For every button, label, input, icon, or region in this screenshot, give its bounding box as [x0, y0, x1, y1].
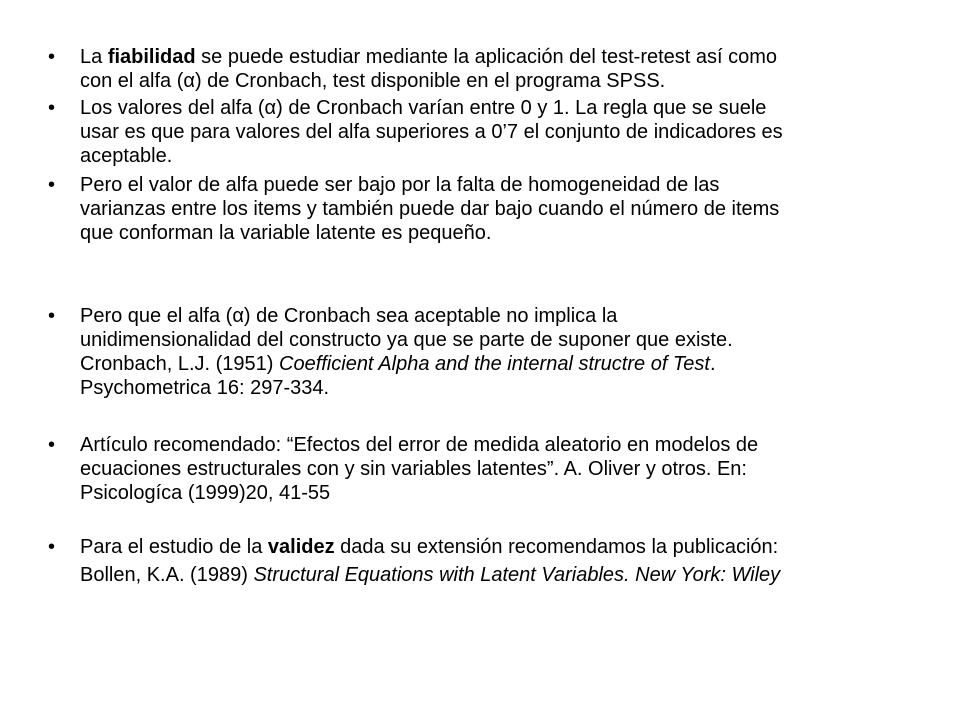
bullet-text [80, 45, 928, 93]
bullet-line: Pero que el alfa (α) de Cronbach sea aceptable no implica la [80, 305, 618, 327]
bullet-text [80, 304, 928, 400]
bullet-dot: • [48, 174, 56, 196]
text-run: . [710, 353, 716, 375]
italic-title: Structural Equations with Latent Variables. New York: Wiley [253, 564, 781, 586]
bullet-item-alpha-values [48, 96, 928, 168]
text-run: se puede estudiar mediante la aplicación del test-retest así como [195, 46, 778, 68]
bullet-line [80, 45, 928, 69]
text-run: La [80, 46, 108, 68]
bullet-text [80, 535, 928, 587]
bullet-text [80, 96, 928, 168]
bullet-item-unidimensionality [48, 304, 928, 400]
bullet-line: varianzas entre los items y también puede dar bajo cuando el número de items [80, 198, 780, 220]
bullet-item-low-alpha [48, 173, 928, 245]
bold-term: validez [267, 536, 335, 558]
bullet-line: Los valores del alfa (α) de Cronbach varían entre 0 y 1. La regla que se suele [80, 97, 767, 119]
italic-title: Coefficient Alpha and the internal structre of Test [279, 353, 710, 375]
text-run: Bollen, K.A. (1989) [80, 564, 254, 586]
bold-term: fiabilidad [107, 46, 196, 68]
bullet-line: Psychometrica 16: 297-334. [80, 377, 330, 399]
bullet-text [80, 173, 928, 245]
text-run: dada su extensión recomendamos la publicación: [334, 536, 779, 558]
bullet-line: que conforman la variable latente es pequeño. [80, 222, 492, 244]
bullet-text [80, 433, 928, 505]
bullet-item-recommended-article [48, 433, 928, 505]
text-run: Cronbach, L.J. (1951) [80, 353, 279, 375]
bullet-item-validity [48, 535, 928, 587]
bullet-line: usar es que para valores del alfa superiores a 0’7 el conjunto de indicadores es [80, 121, 783, 143]
bullet-dot: • [48, 46, 56, 68]
bullet-dot: • [48, 434, 56, 456]
bullet-item-reliability [48, 45, 928, 93]
bullet-line: aceptable. [80, 145, 173, 167]
bullet-line [80, 563, 928, 587]
bullet-line: ecuaciones estructurales con y sin variables latentes”. A. Oliver y otros. En: [80, 458, 747, 480]
bullet-line: Psicologíca (1999)20, 41-55 [80, 482, 331, 504]
bullet-dot: • [48, 305, 56, 327]
bullet-line: Artículo recomendado: “Efectos del error de medida aleatorio en modelos de [80, 434, 759, 456]
bullet-line [80, 352, 928, 376]
bullet-dot: • [48, 536, 56, 558]
text-run: Para el estudio de la [80, 536, 268, 558]
bullet-line: unidimensionalidad del constructo ya que se parte de suponer que existe. [80, 329, 733, 351]
bullet-line: con el alfa (α) de Cronbach, test disponible en el programa SPSS. [80, 70, 666, 92]
bullet-line [80, 535, 928, 559]
bullet-line: Pero el valor de alfa puede ser bajo por la falta de homogeneidad de las [80, 174, 720, 196]
bullet-dot: • [48, 97, 56, 119]
